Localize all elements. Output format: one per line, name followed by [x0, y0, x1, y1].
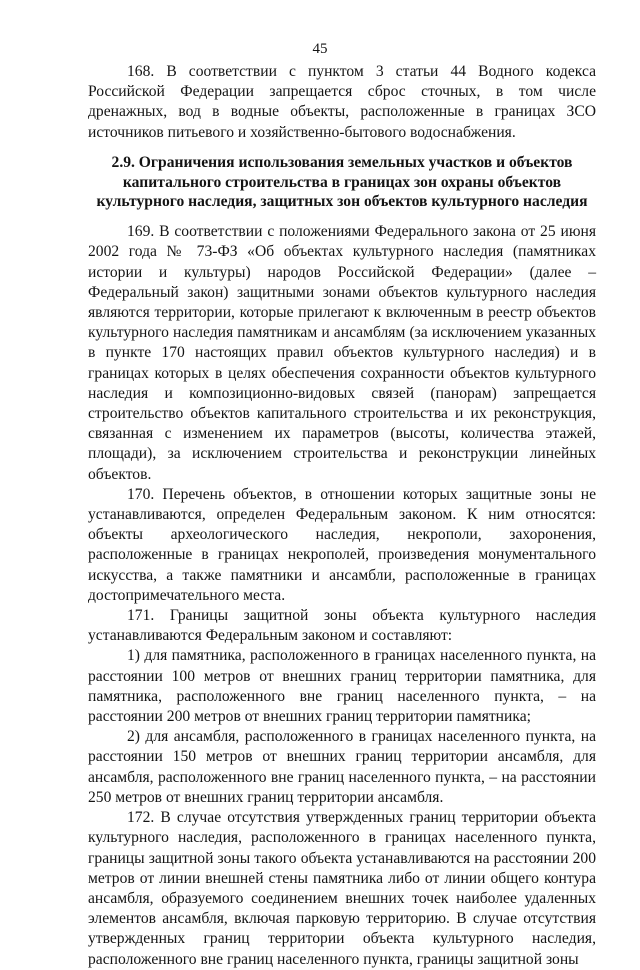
- paragraph-170: 170. Перечень объектов, в отношении которых защитные зоны не устанавливаются, определен Федеральным законом. К ним относятся: объекты археологического наследия, некрополи, захоронения, расположенные в границах некрополей, произведения монументального искусства, а также памятники и ансамбли, расположенные в границах достопримечательного места.: [88, 485, 596, 604]
- paragraph-171-item-1: 1) для памятника, расположенного в границах населенного пункта, на расстоянии 100 метров от внешних границ территории памятника, для памятника, расположенного вне границ населенного пункта, – на расстоянии 200 метров от внешних границ территории памятника;: [88, 647, 596, 726]
- paragraph-169: 169. В соответствии с положениями Федерального закона от 25 июня 2002 года № 73-ФЗ «Об объектах культурного наследия (памятниках истории и культуры) народов Российской Федерации» (далее – Федеральный закон) защитными зонами объектов культурного наследия являются территории, которые прилегают к включенным в реестр объектов культурного наследия памятникам и ансамблям (за исключением указанных в пункте 170 настоящих правил объектов культурного наследия) и в границах которых в целях обеспечения сохранности объектов культурного наследия и композиционно-видовых связей (панорам) запрещается строительство объектов капитального строительства и их реконструкция, связанная с изменением их параметров (высоты, количества этажей, площади), за исключением строительства и реконструкции линейных объектов.: [88, 223, 596, 483]
- paragraph-171-item-2: 2) для ансамбля, расположенного в границах населенного пункта, на расстоянии 150 метров от внешних границ территории ансамбля, для ансамбля, расположенного вне границ населенного пункта, – на расстоянии 250 метров от внешних границ территории ансамбля.: [88, 728, 596, 806]
- paragraph-172: 172. В случае отсутствия утвержденных границ территории объекта культурного наследия, расположенного в границах населенного пункта, границы защитной зоны такого объекта устанавливаются на расстоянии 200 метров от линии внешней стены памятника либо от линии общего контура ансамбля, образуемого соединением внешних точек наиболее удаленных элементов ансамбля, включая парковую территорию. В случае отсутствия утвержденных границ территории объекта культурного наследия, расположенного вне границ населенного пункта, границы защитной зоны: [88, 809, 596, 968]
- page-number: 45: [312, 41, 328, 57]
- paragraph-171: 171. Границы защитной зоны объекта культурного наследия устанавливаются Федеральным законом и составляют:: [88, 607, 596, 645]
- page-content: [88, 62, 596, 970]
- section-heading: 2.9. Ограничения использования земельных участков и объектов капитального строительства в границах зон охраны объектов культурного наследия, защитных зон объектов культурного наследия: [96, 153, 588, 211]
- paragraph-168: 168. В соответствии с пунктом 3 статьи 44 Водного кодекса Российской Федерации запрещается сброс сточных, в том числе дренажных, вод в водные объекты, расположенные в границах ЗСО источников питьевого и хозяйственно-бытового водоснабжения.: [88, 63, 596, 141]
